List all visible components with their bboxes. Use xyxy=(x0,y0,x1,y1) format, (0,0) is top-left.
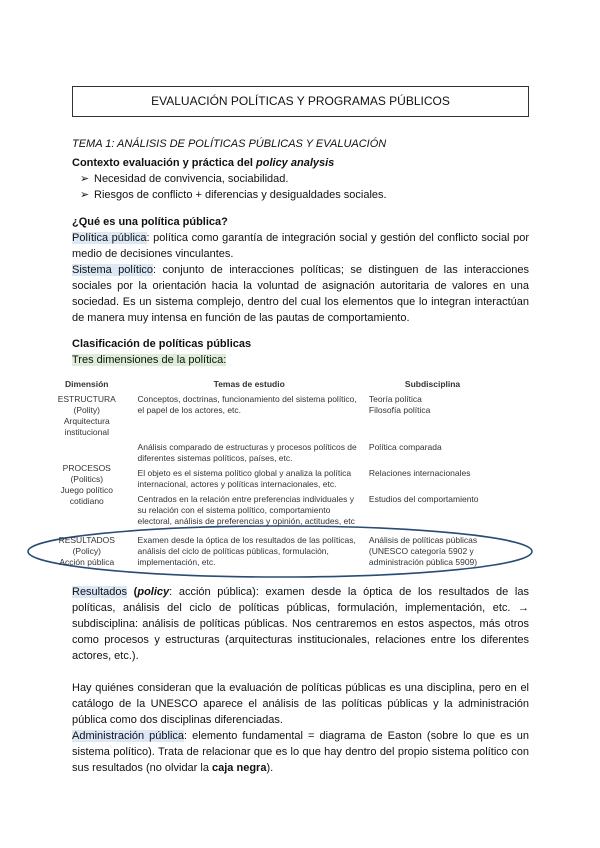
term-highlight: Tres dimensiones de la política: xyxy=(72,354,227,366)
arrow-bullet-icon: ➢ xyxy=(80,189,90,201)
administracion-paragraph xyxy=(72,728,529,776)
table-row xyxy=(40,440,520,466)
document-page xyxy=(57,0,529,796)
sistema-politico-paragraph xyxy=(72,262,529,326)
contexto-bullets xyxy=(72,171,537,203)
subdisciplina-cell: Política comparada xyxy=(368,442,442,452)
temas-cell: Conceptos, doctrinas, funcionamiento del sistema político, el papel de los actores, etc. xyxy=(137,394,357,415)
col-header: Dimensión xyxy=(65,379,109,389)
paragraph-text: ). xyxy=(266,762,274,774)
temas-cell: Análisis comparado de estructuras y procesos políticos de diferentes sistemas políticos, países, etc. xyxy=(137,442,357,463)
que-es-heading: ¿Qué es una política pública? xyxy=(72,216,228,228)
term-highlight: Resultados xyxy=(72,586,128,598)
paren: ( xyxy=(127,586,138,598)
subdisciplina-cell: Relaciones internacionales xyxy=(368,468,471,478)
term-highlight: Política pública xyxy=(72,232,147,244)
resultados-paragraph xyxy=(72,584,529,664)
col-header: Subdisciplina xyxy=(404,379,461,389)
clasificacion-heading: Clasificación de políticas públicas xyxy=(72,338,252,350)
subdisciplina-cell: Teoría política Filosofía política xyxy=(368,394,431,415)
caja-negra-bold: caja negra xyxy=(212,762,267,774)
temas-cell: Examen desde la óptica de los resultados de las políticas, análisis del ciclo de políticas públicas, formulación, implementación, etc. xyxy=(137,535,356,567)
col-header: Temas de estudio xyxy=(213,379,285,389)
clasificacion-sub xyxy=(72,352,529,368)
paragraph-text: : acción pública): examen desde la óptica de los resultados de las políticas, análisis del ciclo de políticas públicas, formulación, implementación, etc. → subdisciplina: análisis de políticas públicas. Nos centraremos en estos aspectos, más otros como procesos y estructuras (arquitecturas institucionales, relaciones entre los diferentes actores, etc.). xyxy=(72,586,529,662)
bullet-text: Necesidad de convivencia, sociabilidad. xyxy=(94,173,289,185)
paragraph-text: : conjunto de interacciones políticas; se distinguen de las interacciones sociales por la orientación hacia la voluntad de asignación autoritaria de valores en una sociedad. Es un sistema complejo, dentro del cual los elementos que lo integran interactúan de manera muy intensa en función de las pautas de comportamiento. xyxy=(72,264,529,324)
subdisciplina-cell: Estudios del comportamiento xyxy=(368,494,479,504)
policy-em: policy xyxy=(137,586,170,598)
term-highlight: Administración pública xyxy=(72,730,185,742)
dimension-cell: ESTRUCTURA (Polity) Arquitectura institucional xyxy=(57,394,116,437)
table-row xyxy=(40,392,520,440)
tema-heading: TEMA 1: ANÁLISIS DE POLÍTICAS PÚBLICAS Y EVALUACIÓN xyxy=(72,138,387,150)
subdisciplina-cell: Análisis de políticas públicas (UNESCO categoría 5902 y administración pública 5909) xyxy=(368,535,478,567)
politica-publica-paragraph xyxy=(72,230,529,262)
paragraph-text: : elemento fundamental = diagrama de Easton (sobre lo que es un sistema político). Trata de relacionar que es lo que hay dentro del propio sistema político con sus resultados (no olvidar la xyxy=(72,730,529,774)
paragraph-text: : política como garantía de integración social y gestión del conflicto social por medio de decisiones vinculantes. xyxy=(72,232,529,260)
bullet-item xyxy=(80,171,537,187)
dimension-cell: RESULTADOS (Policy) Acción pública xyxy=(58,535,115,567)
arrow-bullet-icon: ➢ xyxy=(80,173,90,185)
document-title: EVALUACIÓN POLÍTICAS Y PROGRAMAS PÚBLICOS xyxy=(72,86,529,117)
dimensions-table-image xyxy=(40,378,520,574)
temas-cell: Centrados en la relación entre preferencias individuales y su relación con el sistema político, comportamiento electoral, análisis de preferencias y opinión, actitudes, etc xyxy=(137,494,355,526)
dimension-cell: PROCESOS (Politics) Juego político cotidiano xyxy=(60,462,113,506)
bullet-text: Riesgos de conflicto + diferencias y desigualdades sociales. xyxy=(94,189,387,201)
bullet-item xyxy=(80,187,537,203)
hay-quienes-paragraph: Hay quiénes consideran que la evaluación de políticas públicas es una disciplina, pero en el catálogo de la UNESCO aparece el análisis de las políticas públicas y la administración pública como dos disciplinas diferenciadas. xyxy=(72,682,529,726)
contexto-heading xyxy=(72,155,529,171)
contexto-heading-em: policy analysis xyxy=(256,157,335,169)
contexto-heading-text: Contexto evaluación y práctica del xyxy=(72,157,257,169)
table-row xyxy=(40,529,520,574)
term-highlight: Sistema político xyxy=(72,264,154,276)
temas-cell: El objeto es el sistema político global y analiza la política internacional, actores y políticas internacionales, etc. xyxy=(137,468,352,489)
dimensions-table xyxy=(40,378,520,574)
